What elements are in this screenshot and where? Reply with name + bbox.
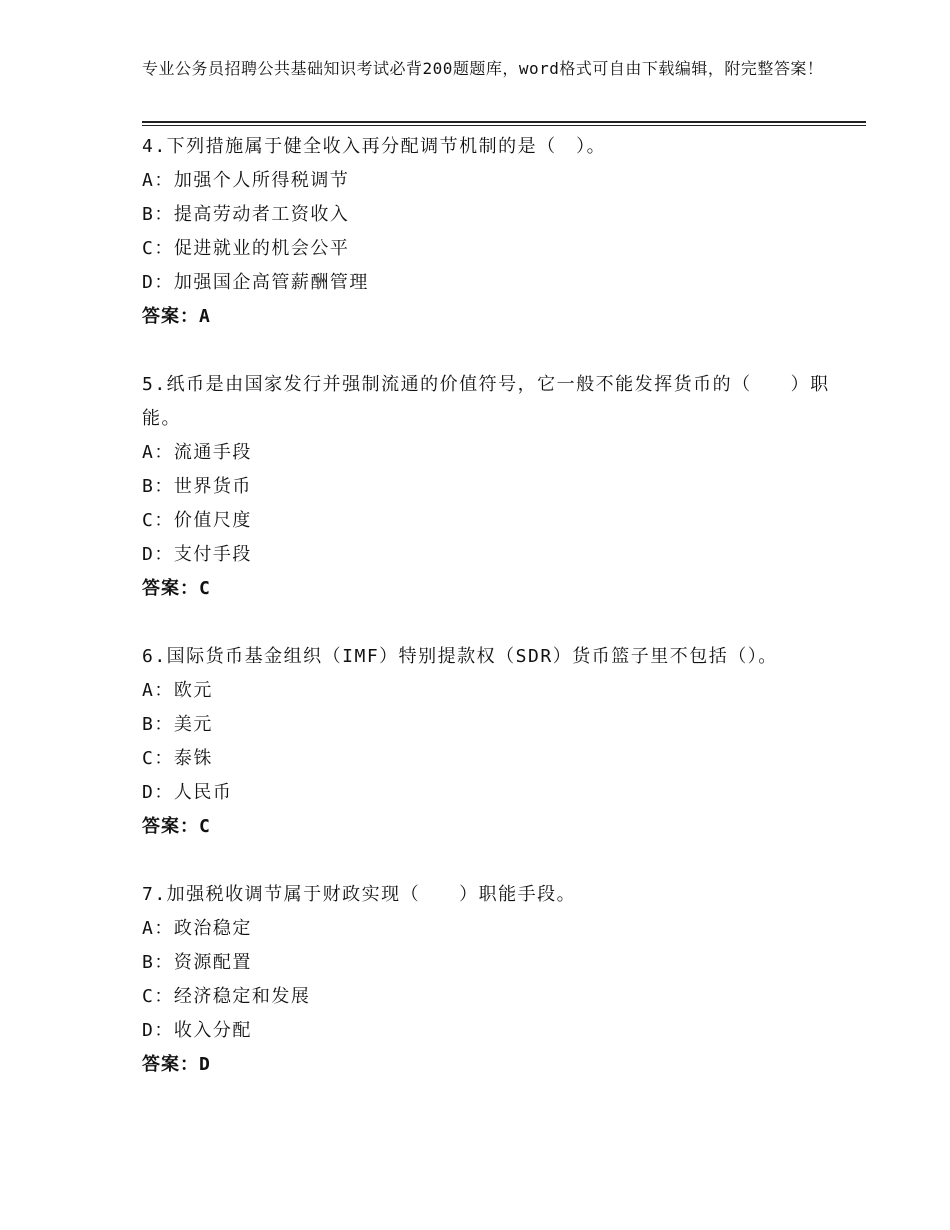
question-6 [142,640,842,844]
header-divider-thin [142,125,866,126]
page-header: 专业公务员招聘公共基础知识考试必背200题题库，word格式可自由下载编辑，附完整答案！ [142,59,824,78]
option-b: B：美元 [142,714,213,735]
option-a: A：政治稳定 [142,918,252,939]
header-divider-thick [142,121,866,123]
option-a: A：流通手段 [142,442,252,463]
option-d: D：支付手段 [142,544,252,565]
option-c: C：促进就业的机会公平 [142,238,350,259]
option-c: C：价值尺度 [142,510,252,531]
option-d: D：收入分配 [142,1020,252,1041]
question-5 [142,368,842,606]
question-4 [142,130,842,334]
answer: 答案：A [142,306,211,327]
option-b: B：提高劳动者工资收入 [142,204,350,225]
question-stem: 7.加强税收调节属于财政实现（ ）职能手段。 [142,884,577,905]
option-a: A：欧元 [142,680,213,701]
option-c: C：经济稳定和发展 [142,986,311,1007]
option-c: C：泰铢 [142,748,213,769]
option-d: D：加强国企高管薪酬管理 [142,272,369,293]
question-list [142,130,842,1116]
question-stem: 5.纸币是由国家发行并强制流通的价值符号，它一般不能发挥货币的（ ）职能。 [142,374,830,429]
option-b: B：世界货币 [142,476,252,497]
question-stem: 6.国际货币基金组织（IMF）特别提款权（SDR）货币篮子里不包括（）。 [142,646,778,667]
question-7 [142,878,842,1082]
option-d: D：人民币 [142,782,233,803]
answer: 答案：D [142,1054,211,1075]
answer: 答案：C [142,816,211,837]
option-b: B：资源配置 [142,952,252,973]
question-stem: 4.下列措施属于健全收入再分配调节机制的是（ ）。 [142,136,607,157]
option-a: A：加强个人所得税调节 [142,170,350,191]
answer: 答案：C [142,578,211,599]
